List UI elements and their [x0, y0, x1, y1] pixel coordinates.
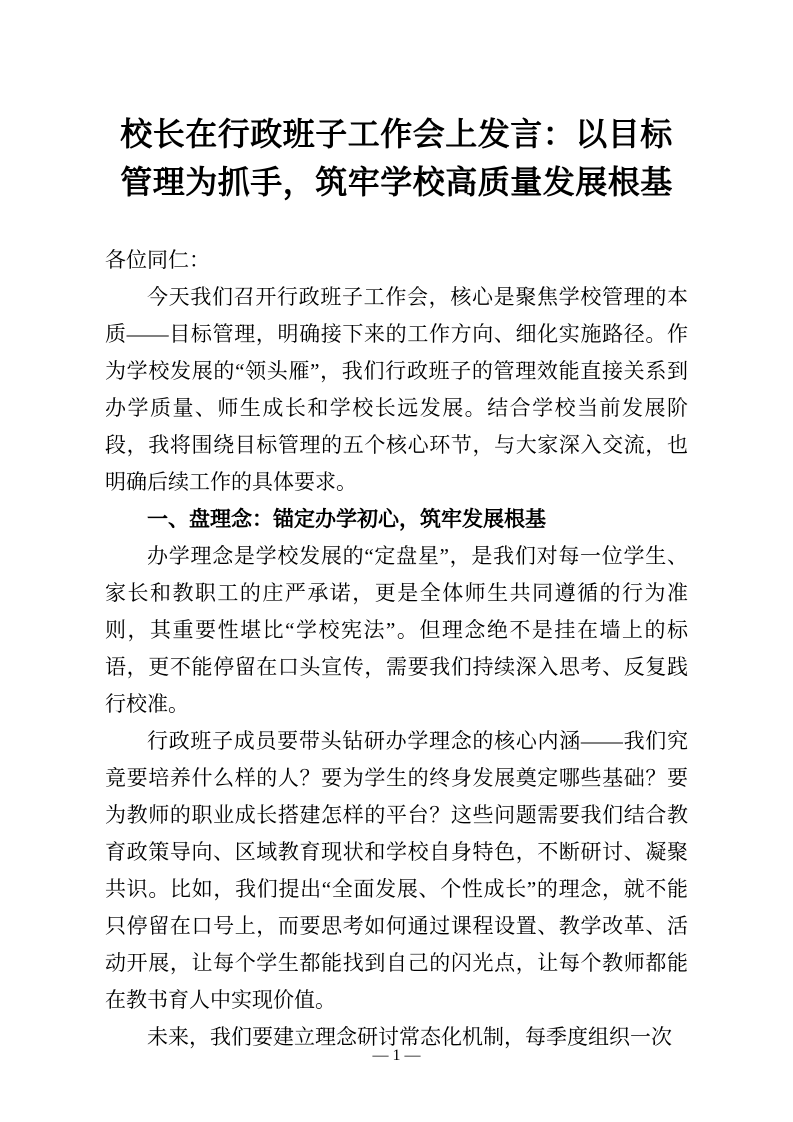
salutation: 各位同仁：	[105, 248, 210, 272]
document-title: 校长在行政班子工作会上发言：以目标管理为抓手，筑牢学校高质量发展根基	[120, 116, 673, 200]
page-number: — 1 —	[372, 1047, 421, 1064]
paragraph: 行政班子成员要带头钻研办学理念的核心内涵——我们究竟要培养什么样的人？要为学生的终身发展奠定哪些基础？要为教师的职业成长搭建怎样的平台？这些问题需要我们结合教育政策导向、区域教育现状和学校自身特色，不断研讨、凝聚共识。比如，我们提出“全面发展、个性成长”的理念，就不能只停留在口号上，而要思考如何通过课程设置、教学改革、活动开展，让每个学生都能找到自己的闪光点，让每个教师都能在教书育人中实现价值。	[105, 729, 688, 1012]
section-heading: 一、盘理念：锚定办学初心，筑牢发展根基	[147, 508, 546, 531]
document-body	[105, 242, 688, 1056]
paragraph: 未来，我们要建立理念研讨常态化机制，每季度组织一次	[147, 1025, 672, 1049]
paragraph: 今天我们召开行政班子工作会，核心是聚焦学校管理的本质——目标管理，明确接下来的工作方向、细化实施路径。作为学校发展的“领头雁”，我们行政班子的管理效能直接关系到办学质量、师生成长和学校长远发展。结合学校当前发展阶段，我将围绕目标管理的五个核心环节，与大家深入交流，也明确后续工作的具体要求。	[105, 285, 688, 494]
page-footer	[0, 1046, 793, 1066]
paragraph: 办学理念是学校发展的“定盘星”，是我们对每一位学生、家长和教职工的庄严承诺，更是全体师生共同遵循的行为准则，其重要性堪比“学校宪法”。但理念绝不是挂在墙上的标语，更不能停留在口头宣传，需要我们持续深入思考、反复践行校准。	[105, 544, 688, 716]
